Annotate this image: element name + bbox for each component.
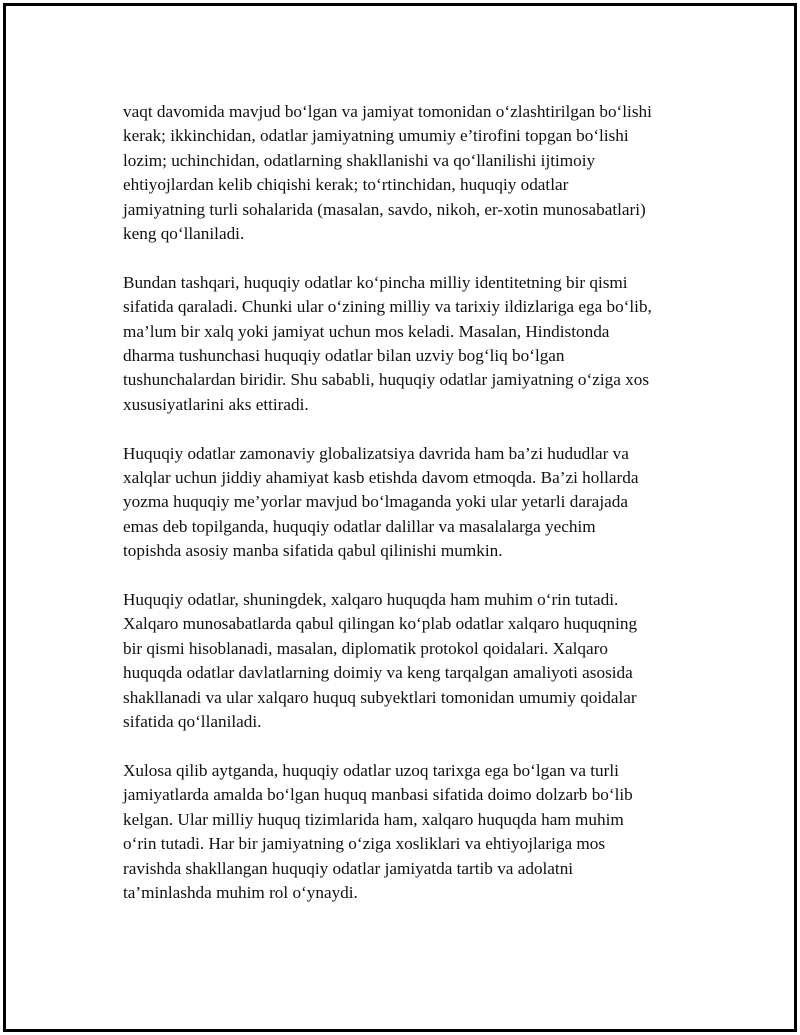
paragraph-5: Xulosa qilib aytganda, huquqiy odatlar uzoq tarixga ega bo‘lgan va turli jamiyatlarda amalda bo‘lgan huquq manbasi sifatida doimo dolzarb bo‘lib kelgan. Ular milliy huquq tizimlarida ham, xalqaro huquqda ham muhim o‘rin tutadi. Har bir jamiyatning o‘ziga xosliklari va ehtiyojlariga mos ravishda shakllangan huquqiy odatlar jamiyatda tartib va adolatni ta’minlashda muhim rol o‘ynaydi. [123,760,633,902]
page-frame [3,3,797,1032]
paragraph-3: Huquqiy odatlar zamonaviy globalizatsiya davrida ham ba’zi hududlar va xalqlar uchun jiddiy ahamiyat kasb etishda davom etmoqda. Ba’zi hollarda yozma huquqiy me’yorlar mavjud bo‘lmaganda yoki ular yetarli darajada emas deb topilganda, huquqiy odatlar dalillar va masalalarga yechim topishda asosiy manba sifatida qabul qilinishi mumkin. [123,443,639,561]
paragraph-4: Huquqiy odatlar, shuningdek, xalqaro huquqda ham muhim o‘rin tutadi. Xalqaro munosabatlarda qabul qilingan ko‘plab odatlar xalqaro huquqning bir qismi hisoblanadi, masalan, diplomatik protokol qoidalari. Xalqaro huquqda odatlar davlatlarning doimiy va keng tarqalgan amaliyoti asosida shakllanadi va ular xalqaro huquq subyektlari tomonidan umumiy qoidalar sifatida qo‘llaniladi. [123,590,638,732]
document-body [123,100,703,930]
paragraph-1: vaqt davomida mavjud bo‘lgan va jamiyat tomonidan o‘zlashtirilgan bo‘lishi kerak; ikkinchidan, odatlar jamiyatning umumiy e’tirofini topgan bo‘lishi lozim; uchinchidan, odatlarning shakllanishi va qo‘llanilishi ijtimoiy ehtiyojlardan kelib chiqishi kerak; to‘rtinchidan, huquqiy odatlar jamiyatning turli sohalarida (masalan, savdo, nikoh, er-xotin munosabatlari) keng qo‘llaniladi. [123,102,652,244]
paragraph-2: Bundan tashqari, huquqiy odatlar ko‘pincha milliy identitetning bir qismi sifatida qaraladi. Chunki ular o‘zining milliy va tarixiy ildizlariga ega bo‘lib, ma’lum bir xalq yoki jamiyat uchun mos keladi. Masalan, Hindistonda dharma tushunchasi huquqiy odatlar bilan uzviy bog‘liq bo‘lgan tushunchalardan biridir. Shu sababli, huquqiy odatlar jamiyatning o‘ziga xos xususiyatlarini aks ettiradi. [123,272,652,414]
